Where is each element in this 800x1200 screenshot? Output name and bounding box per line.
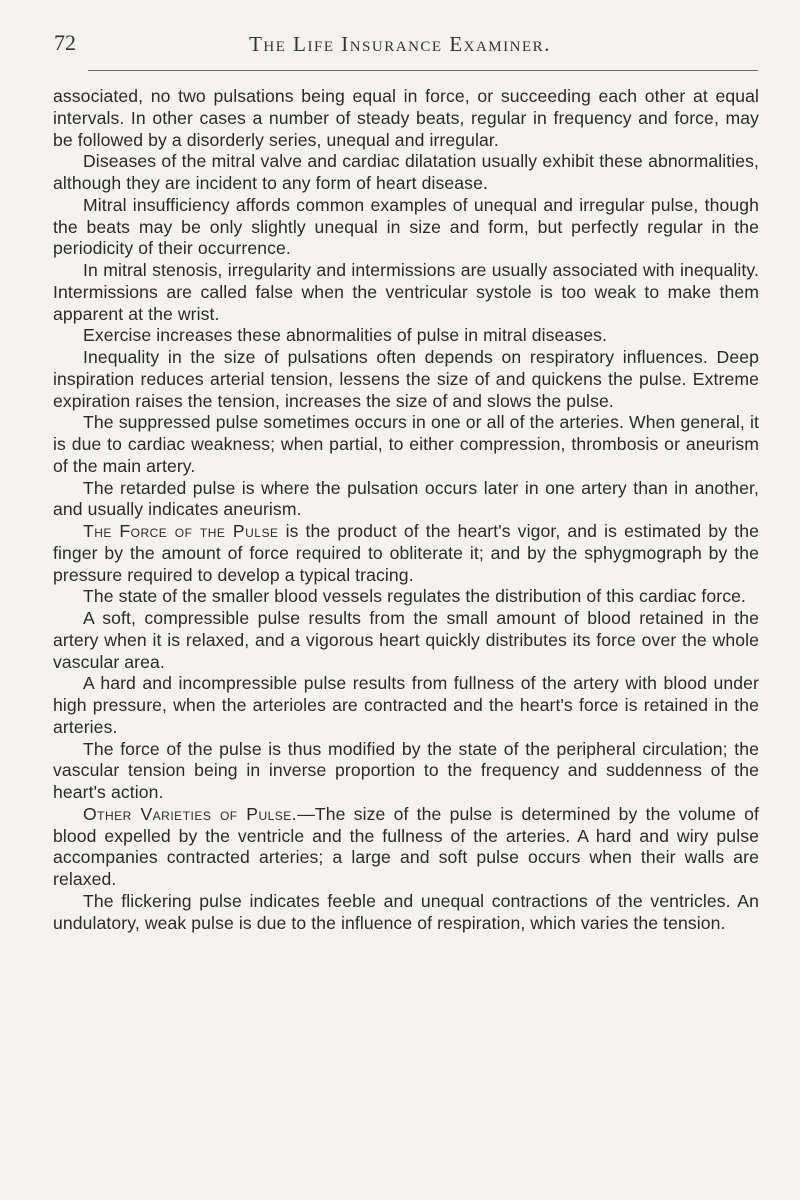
paragraph-text: Diseases of the mitral valve and cardiac dilatation usually exhibit these abnormalities, although they are incident to any form of heart disease.: [53, 151, 759, 193]
paragraph-text: is the product of the heart's vigor, and is estimated by the finger by the amount of force required to obliterate it; and by the sphygmograph by the pressure required to develop a typical tracing.: [53, 521, 759, 585]
paragraph: [53, 586, 759, 608]
paragraph-text: Exercise increases these abnormalities of pulse in mitral diseases.: [83, 325, 607, 346]
paragraph-text: The flickering pulse indicates feeble and unequal contractions of the ventricles. An undulatory, weak pulse is due to the influence of respiration, which varies the tension.: [53, 890, 759, 933]
paragraph: [53, 151, 759, 195]
paragraph: [53, 347, 759, 412]
running-head: The Life Insurance Examiner.: [249, 32, 551, 56]
paragraph: [53, 608, 759, 673]
paragraph: [53, 412, 759, 477]
paragraph-text: A soft, compressible pulse results from the small amount of blood retained in the artery when it is relaxed, and a vigorous heart quickly distributes its force over the whole vascular area.: [53, 608, 759, 672]
paragraph: [53, 739, 759, 804]
paragraph: [53, 86, 759, 151]
paragraph-lead: Other Varieties of Pulse.: [83, 803, 298, 824]
paragraph-text: —The size of the pulse is determined by the volume of blood expelled by the ventricle and the fullness of the arteries. A hard and wiry pulse accompanies contracted arteries; a large and soft pulse occurs when their walls are relaxed.: [53, 803, 759, 889]
paragraph-text: Mitral insufficiency affords common examples of unequal and irregular pulse, though the beats may be only slightly unequal in size and form, but perfectly regular in the periodicity of their occurrence.: [53, 194, 759, 259]
page-header: [54, 30, 746, 66]
paragraph: [53, 260, 759, 325]
paragraph-text: associated, no two pulsations being equal in force, or succeeding each other at equal intervals. In other cases a number of steady beats, regular in frequency and force, may be followed by a disorderly series, unequal and irregular.: [53, 86, 759, 150]
paragraph-text: Inequality in the size of pulsations often depends on respiratory influences. Deep inspiration reduces arterial tension, lessens the size of and quickens the pulse. Extreme expiration raises the tension, increases the size of and slows the pulse.: [53, 347, 759, 411]
paragraph-text: The state of the smaller blood vessels regulates the distribution of this cardiac force.: [83, 586, 747, 607]
paragraph-text: A hard and incompressible pulse results from fullness of the artery with blood under high pressure, when the arterioles are contracted and the heart's force is retained in the arteries.: [53, 673, 759, 737]
paragraph-text: The retarded pulse is where the pulsation occurs later in one artery than in another, and usually indicates aneurism.: [53, 477, 759, 520]
paragraph: [53, 325, 759, 347]
paragraph: [53, 478, 759, 522]
paragraph-lead: The Force of the Pulse: [83, 521, 279, 541]
paragraph: [53, 195, 759, 260]
paragraph-text: The force of the pulse is thus modified by the state of the peripheral circulation; the vascular tension being in inverse proportion to the frequency and suddenness of the heart's action.: [53, 738, 759, 802]
page-number: 72: [54, 30, 76, 55]
paragraph: [53, 521, 759, 586]
paragraph-text: The suppressed pulse sometimes occurs in one or all of the arteries. When general, it is due to cardiac weakness; when partial, to either compression, thrombosis or aneurism of the main artery.: [53, 412, 759, 476]
header-rule: [88, 70, 758, 71]
paragraph: [53, 891, 759, 935]
body-text: [53, 86, 759, 934]
paragraph-text: In mitral stenosis, irregularity and intermissions are usually associated with inequality. Intermissions are called false when the ventricular systole is too weak to make them apparent at the wrist.: [53, 260, 759, 324]
paragraph: [53, 673, 759, 738]
paragraph: [53, 804, 759, 891]
